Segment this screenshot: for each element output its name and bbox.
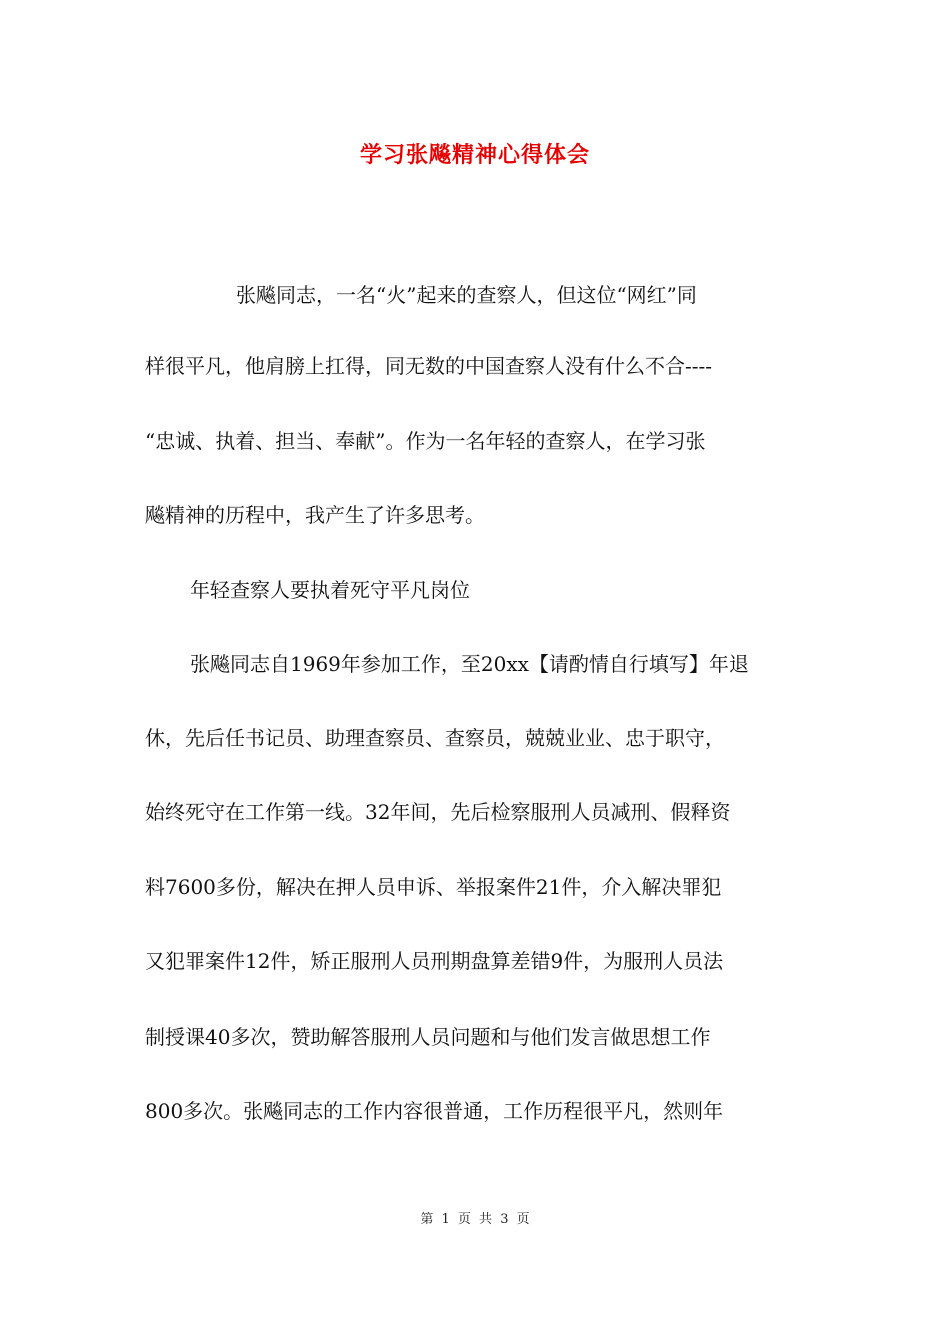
body-line: 飚精神的历程中，我产生了许多思考。	[145, 503, 485, 527]
section-heading: 年轻查察人要执着死守平凡岗位	[190, 578, 470, 602]
body-line: 800多次。张飚同志的工作内容很普通，工作历程很平凡，然则年	[145, 1099, 724, 1123]
body-line: 料7600多份，解决在押人员申诉、举报案件21件，介入解决罪犯	[145, 875, 722, 899]
page-footer: 第 1 页 共 3 页	[420, 1212, 530, 1227]
page-title: 学习张飚精神心得体会	[359, 142, 590, 168]
body-line: 又犯罪案件12件，矫正服刑人员刑期盘算差错9件，为服刑人员法	[145, 949, 724, 973]
body-line: 休，先后任书记员、助理查察员、查察员，兢兢业业、忠于职守，	[145, 726, 725, 750]
body-line: 张飚同志自1969年参加工作，至20xx【请酌情自行填写】年退	[190, 652, 749, 676]
body-line: 样很平凡，他肩膀上扛得，同无数的中国查察人没有什么不合----	[145, 354, 713, 378]
body-line: 张飚同志，一名“火”起来的查察人，但这位“网红”同	[236, 283, 697, 307]
body-line: 始终死守在工作第一线。32年间，先后检察服刑人员减刑、假释资	[145, 800, 731, 824]
body-line: “忠诚、执着、担当、奉献”。作为一名年轻的查察人，在学习张	[145, 429, 706, 453]
body-line: 制授课40多次，赞助解答服刑人员问题和与他们发言做思想工作	[145, 1025, 711, 1049]
